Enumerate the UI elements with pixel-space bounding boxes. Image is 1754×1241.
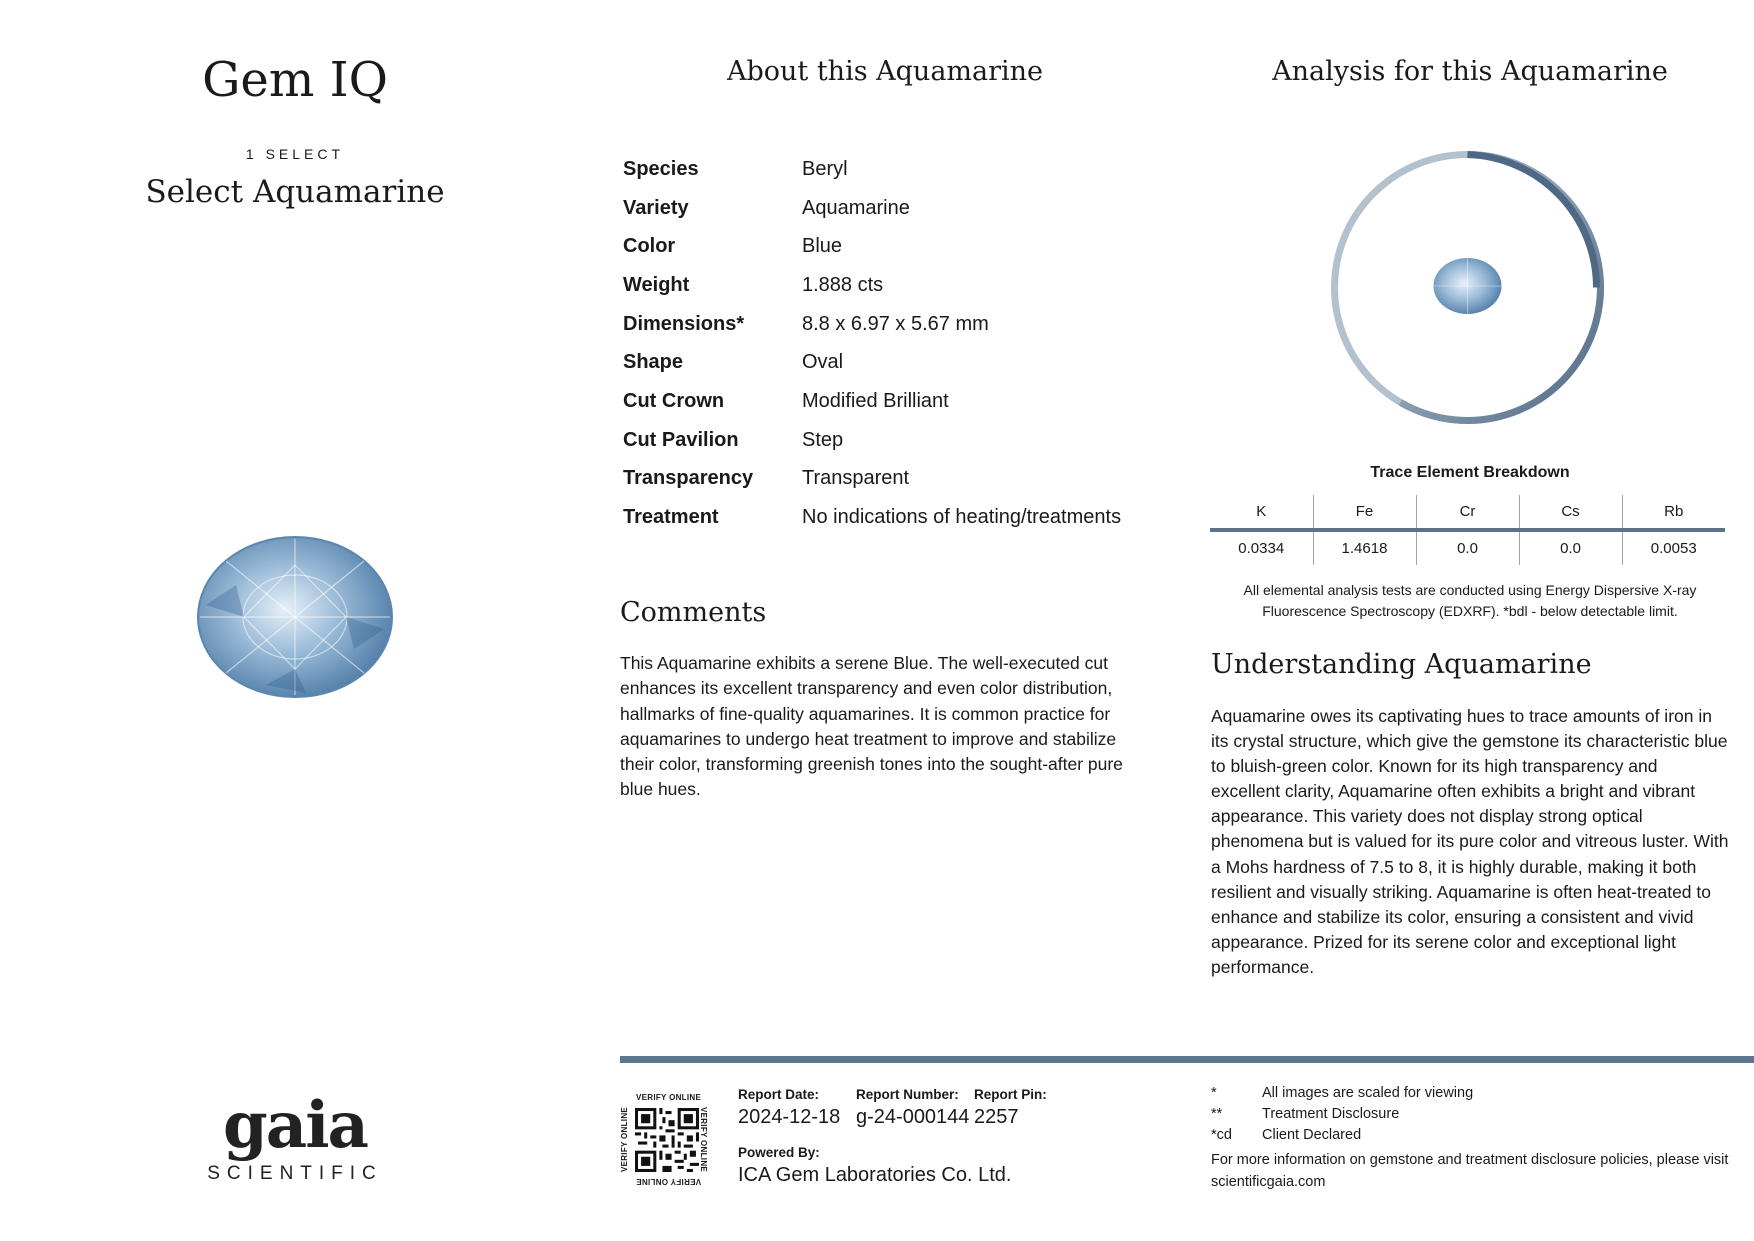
spec-value: Aquamarine xyxy=(802,196,910,219)
spec-label: Variety xyxy=(623,196,689,219)
spec-value: No indications of heating/treatments xyxy=(802,506,1122,529)
report-pin-block xyxy=(974,1087,1047,1129)
spec-row xyxy=(623,150,1143,189)
verify-label-right: VERIFY ONLINE xyxy=(699,1106,709,1173)
verify-label-top: VERIFY ONLINE xyxy=(636,1093,702,1102)
footnote-mark: ** xyxy=(1211,1105,1223,1122)
understanding-title: Understanding Aquamarine xyxy=(1211,649,1592,680)
about-title: About this Aquamarine xyxy=(726,56,1044,87)
spec-row xyxy=(623,421,1143,460)
spec-row xyxy=(623,227,1143,266)
spec-value: Beryl xyxy=(802,157,848,180)
trace-title: Trace Element Breakdown xyxy=(1370,464,1570,481)
report-pin-value: 2257 xyxy=(974,1106,1019,1128)
report-number-block xyxy=(856,1087,969,1129)
powered-by-value: ICA Gem Laboratories Co. Ltd. xyxy=(738,1164,1012,1186)
spec-row xyxy=(623,382,1143,421)
trace-value: 0.0334 xyxy=(1238,540,1285,557)
selection-name: Select Aquamarine xyxy=(145,174,445,210)
trace-element: Rb xyxy=(1622,495,1725,530)
powered-by-block xyxy=(738,1145,1011,1187)
trace-element: Cr xyxy=(1416,495,1519,530)
spec-label: Shape xyxy=(623,351,684,374)
spec-row xyxy=(623,189,1143,228)
spec-row xyxy=(623,343,1143,382)
verify-label-bottom: VERIFY ONLINE xyxy=(636,1177,702,1186)
selection-kicker: 1 SELECT xyxy=(245,146,345,162)
understanding-text: Aquamarine owes its captivating hues to trace amounts of iron in its crystal structure, which give the gemstone its characteristic blue to bluish-green color. Known for its high transparency and excellent clarity, Aquamarine often exhibits a bright and vibrant appearance. This variety does not display strong optical phenomena but is valued for its pure color and vitreous luster. With a Mohs hardness of 7.5 to 8, it is highly durable, making it both resilient and visually striking. Aquamarine is often heat-treated to enhance and stabilize its color, ensuring a consistent and vivid appearance. Prized for its serene color and exceptional light performance. xyxy=(1211,706,1729,977)
spec-label: Color xyxy=(623,235,676,258)
analysis-ring xyxy=(1330,150,1605,425)
trace-element: K xyxy=(1210,495,1313,530)
powered-by-label: Powered By: xyxy=(738,1145,820,1160)
report-date-block xyxy=(738,1087,840,1129)
trace-value-row xyxy=(1210,530,1725,565)
spec-label: Treatment xyxy=(623,506,719,529)
spec-label: Transparency xyxy=(623,467,754,490)
comments-title: Comments xyxy=(620,597,767,628)
spec-value: Transparent xyxy=(802,467,910,490)
footnote-mark: * xyxy=(1211,1084,1217,1101)
trace-table xyxy=(1210,495,1725,565)
spec-row xyxy=(623,266,1143,305)
trace-element: Fe xyxy=(1313,495,1416,530)
report-number-value: g-24-000144 xyxy=(856,1106,970,1128)
comments-text: This Aquamarine exhibits a serene Blue. The well-executed cut enhances its excellent transparency and even color distribution, hallmarks of fine-quality aquamarines. It is common practice for aquamarines to undergo heat treatment to improve and stabilize their color, transforming greenish tones into the sought-after pure blue hues. xyxy=(620,653,1123,800)
report-number-label: Report Number: xyxy=(856,1087,959,1102)
footnote-row xyxy=(1211,1103,1731,1124)
gemstone-image xyxy=(196,535,394,699)
spec-value: 1.888 cts xyxy=(802,273,884,296)
gaia-logo xyxy=(200,1088,390,1185)
spec-value: Step xyxy=(802,428,844,451)
trace-element: Cs xyxy=(1519,495,1622,530)
qr-code[interactable] xyxy=(635,1108,699,1172)
spec-label: Dimensions* xyxy=(623,312,745,335)
footer-bar xyxy=(620,1056,1754,1063)
footnote-text: Client Declared xyxy=(1262,1126,1362,1143)
trace-value: 0.0 xyxy=(1519,530,1622,565)
trace-value: 0.0053 xyxy=(1622,530,1725,565)
spec-label: Cut Pavilion xyxy=(623,428,739,451)
footnote-text: All images are scaled for viewing xyxy=(1262,1084,1474,1101)
spec-row xyxy=(623,498,1143,537)
spec-row xyxy=(623,305,1143,344)
logo-word: gaia xyxy=(223,1088,367,1163)
spec-value: Modified Brilliant xyxy=(802,389,949,412)
spec-value: Blue xyxy=(802,235,843,258)
spec-label: Species xyxy=(623,157,699,180)
analysis-title: Analysis for this Aquamarine xyxy=(1272,56,1668,87)
spec-label: Weight xyxy=(623,273,690,296)
footnote-row xyxy=(1211,1124,1731,1145)
trace-value: 1.4618 xyxy=(1313,530,1416,565)
brand-title: Gem IQ xyxy=(202,52,388,108)
spec-table xyxy=(623,150,1143,537)
verify-qr-block[interactable] xyxy=(620,1093,714,1187)
trace-note: All elemental analysis tests are conducted using Energy Dispersive X-ray Fluorescence Spectroscopy (EDXRF). *bdl - below detectable limit. xyxy=(1243,582,1697,619)
trace-value: 0.0 xyxy=(1416,530,1519,565)
spec-label: Cut Crown xyxy=(623,389,725,412)
trace-header-row xyxy=(1210,495,1725,530)
spec-row xyxy=(623,460,1143,499)
logo-subtitle: SCIENTIFIC xyxy=(207,1163,383,1184)
footnotes xyxy=(1211,1082,1731,1145)
footnote-mark: *cd xyxy=(1211,1126,1232,1143)
spec-value: Oval xyxy=(802,351,844,374)
footnote-row xyxy=(1211,1082,1731,1103)
report-pin-label: Report Pin: xyxy=(974,1087,1047,1102)
spec-value: 8.8 x 6.97 x 5.67 mm xyxy=(802,312,989,335)
report-date-label: Report Date: xyxy=(738,1087,820,1102)
report-date-value: 2024-12-18 xyxy=(738,1106,841,1128)
footnote-text: Treatment Disclosure xyxy=(1262,1105,1400,1122)
verify-label-left: VERIFY ONLINE xyxy=(620,1106,630,1173)
more-info-text: For more information on gemstone and treatment disclosure policies, please visit scientificgaia.com xyxy=(1211,1152,1729,1190)
